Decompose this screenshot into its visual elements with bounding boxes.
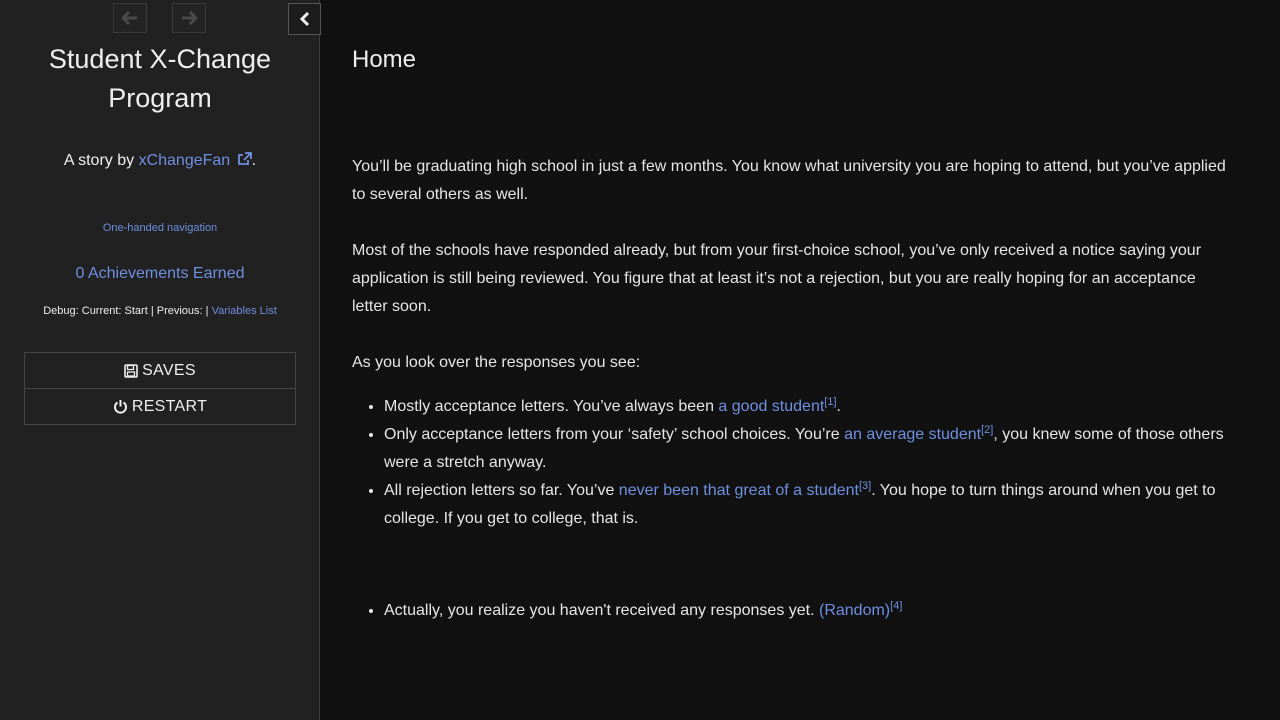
restart-button[interactable]	[25, 388, 295, 424]
debug-text: Debug: Current: Start | Previous: |	[43, 305, 212, 317]
arrow-left-icon	[122, 11, 138, 25]
choice-text: Mostly acceptance letters. You’ve always been	[384, 398, 719, 415]
choice-list	[352, 393, 1232, 533]
choice-text: . You hope to turn things around when you get to college. If you get to college, that is.	[384, 482, 1216, 527]
author-link[interactable]	[139, 152, 252, 169]
arrow-right-icon	[181, 11, 197, 25]
power-icon	[113, 399, 128, 414]
choice-link[interactable]: a good student	[718, 398, 825, 415]
choice-note[interactable]: [3]	[858, 480, 872, 492]
variables-list-link[interactable]: Variables List	[211, 305, 277, 317]
choice-item	[384, 477, 1232, 533]
debug-line	[0, 305, 320, 317]
history-forward-button[interactable]	[172, 3, 206, 33]
choice-note[interactable]: [2]	[981, 424, 994, 436]
achievements-label[interactable]: 0 Achievements Earned	[75, 265, 245, 282]
paragraph: You’ll be graduating high school in just a few months. You know what university you are hoping to attend, but you’ve applied to several others as well.	[352, 158, 1226, 203]
choice-link[interactable]: an average student	[844, 426, 982, 443]
one-handed-navigation-label[interactable]: One-handed navigation	[102, 222, 218, 234]
author-name: xChangeFan	[138, 152, 231, 169]
chevron-left-icon	[299, 11, 311, 27]
choice-note[interactable]: [4]	[890, 600, 903, 612]
saves-label: SAVES	[142, 361, 196, 379]
choice-text: All rejection letters so far. You’ve	[384, 482, 619, 499]
choice-text: Only acceptance letters from your ‘safety’ school choices. You’re	[384, 426, 845, 443]
choice-text: Actually, you realize you haven't received any responses yet.	[384, 602, 819, 619]
choice-list	[352, 597, 1232, 625]
choice-link[interactable]: never been that great of a student	[618, 482, 859, 499]
achievements-link[interactable]	[0, 265, 320, 283]
restart-label: RESTART	[131, 397, 208, 415]
paragraph: As you look over the responses you see:	[352, 354, 641, 371]
story-author	[0, 151, 320, 171]
choice-item	[384, 597, 1232, 625]
author-suffix: .	[251, 152, 257, 169]
choice-note[interactable]: [1]	[824, 396, 837, 408]
choice-text: .	[836, 398, 841, 415]
choice-item	[384, 421, 1232, 477]
external-link-icon	[237, 152, 252, 166]
sidebar	[0, 0, 320, 720]
choice-text: , you knew some of those others were a stretch anyway.	[384, 426, 1224, 471]
author-prefix: A story by	[63, 152, 139, 169]
floppy-disk-icon	[124, 364, 138, 378]
saves-button[interactable]	[25, 353, 295, 388]
story-title: Student X-Change Program	[48, 44, 272, 113]
history-back-button[interactable]	[113, 3, 147, 33]
choice-link[interactable]: (Random)	[819, 602, 891, 619]
choice-item	[384, 393, 1232, 421]
passage-body	[352, 153, 1232, 625]
sidebar-collapse-button[interactable]	[288, 3, 321, 35]
paragraph: Most of the schools have responded already, but from your first-choice school, you’ve only received a notice saying your application is still being reviewed. You figure that at least it’s not a rejection, but you are really hoping for an acceptance letter soon.	[352, 242, 1202, 315]
passage-title: Home	[352, 46, 417, 73]
one-handed-navigation-link[interactable]	[0, 222, 320, 234]
story-menu	[24, 352, 296, 425]
